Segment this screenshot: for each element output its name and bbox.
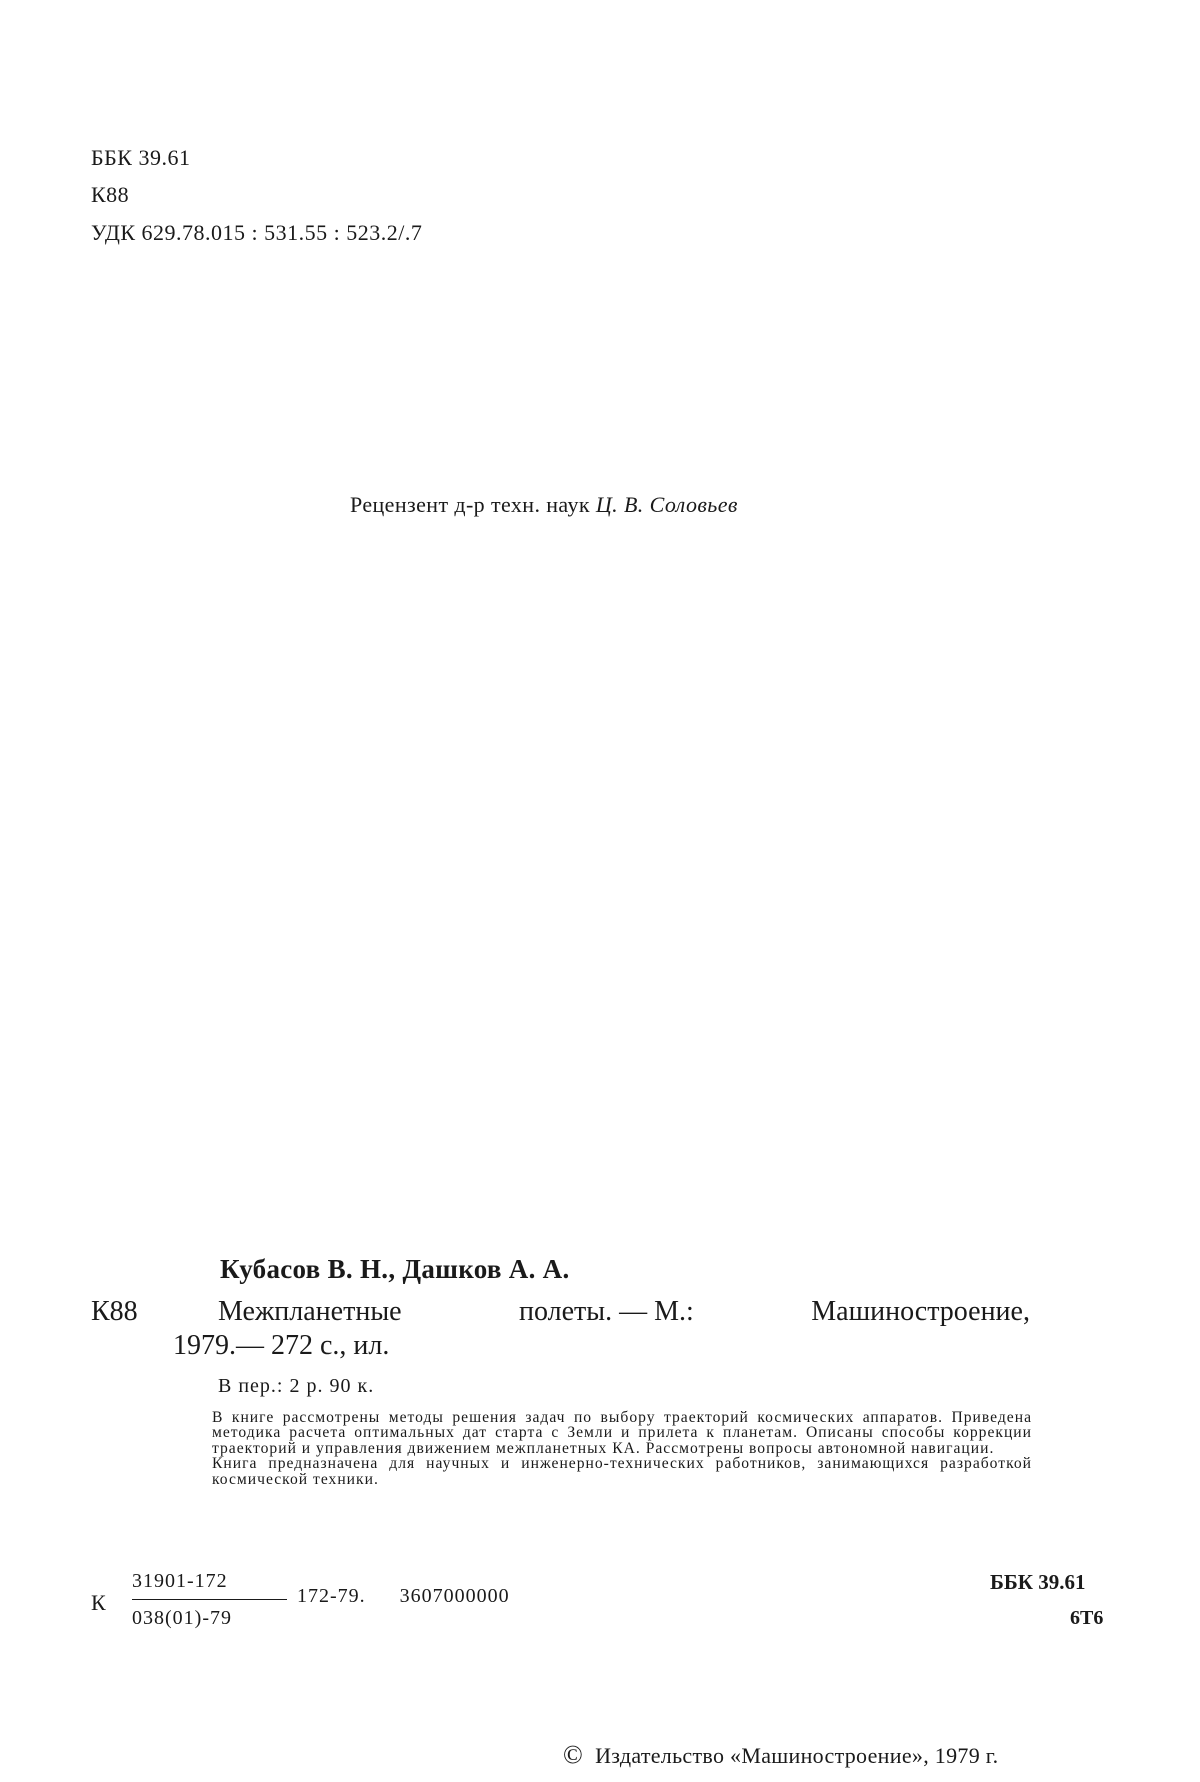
bbk-code: ББК 39.61	[91, 145, 191, 170]
udk-code: УДК 629.78.015 : 531.55 : 523.2/.7	[91, 220, 423, 245]
reviewer-name: Ц. В. Соловьев	[595, 492, 738, 517]
index-rest	[297, 1585, 510, 1608]
copyright-text: Издательство «Машиностроение», 1979 г.	[595, 1743, 999, 1768]
bbk-right: ББК 39.61	[990, 1570, 1086, 1594]
copyright-icon: ©	[563, 1740, 584, 1769]
abstract-paragraph-1: В книге рассмотрены методы решения задач по выбору траекторий космических аппаратов. Приведена методика расчета оптимальных дат старта с Земли и прилета к планетам. Описаны способы коррекции траекторий и управления движением межпланетных КА. Рассмотрены вопросы автономной навигации.	[212, 1409, 1032, 1457]
fraction-bar	[132, 1599, 287, 1600]
bbk-sub: 6Т6	[1070, 1607, 1104, 1629]
card-imprint: 1979.— 272 с., ил.	[173, 1330, 390, 1361]
author-mark: К88	[91, 182, 130, 207]
abstract-paragraph-2: Книга предназначена для научных и инженерно-технических работников, занимающихся разработкой космической техники.	[212, 1455, 1032, 1488]
index-letter: К	[91, 1590, 106, 1615]
index-number: 172-79.	[297, 1585, 366, 1607]
reviewer-line	[350, 492, 738, 518]
card-price: В пер.: 2 р. 90 к.	[218, 1375, 375, 1397]
title-word-3: Машиностроение,	[811, 1296, 1030, 1327]
card-title-line	[218, 1296, 1030, 1328]
card-abstract	[212, 1410, 1032, 1487]
card-code: К88	[91, 1296, 138, 1327]
index-code: 3607000000	[399, 1585, 510, 1607]
title-word-1: Межпланетные	[218, 1296, 402, 1327]
title-word-2: полеты. — М.:	[519, 1296, 694, 1327]
reviewer-label: Рецензент д-р техн. наук	[350, 492, 590, 517]
index-denominator: 038(01)-79	[132, 1607, 232, 1629]
copyright-line	[563, 1740, 998, 1770]
index-numerator: 31901-172	[132, 1570, 228, 1592]
card-authors: Кубасов В. Н., Дашков А. А.	[220, 1254, 570, 1284]
